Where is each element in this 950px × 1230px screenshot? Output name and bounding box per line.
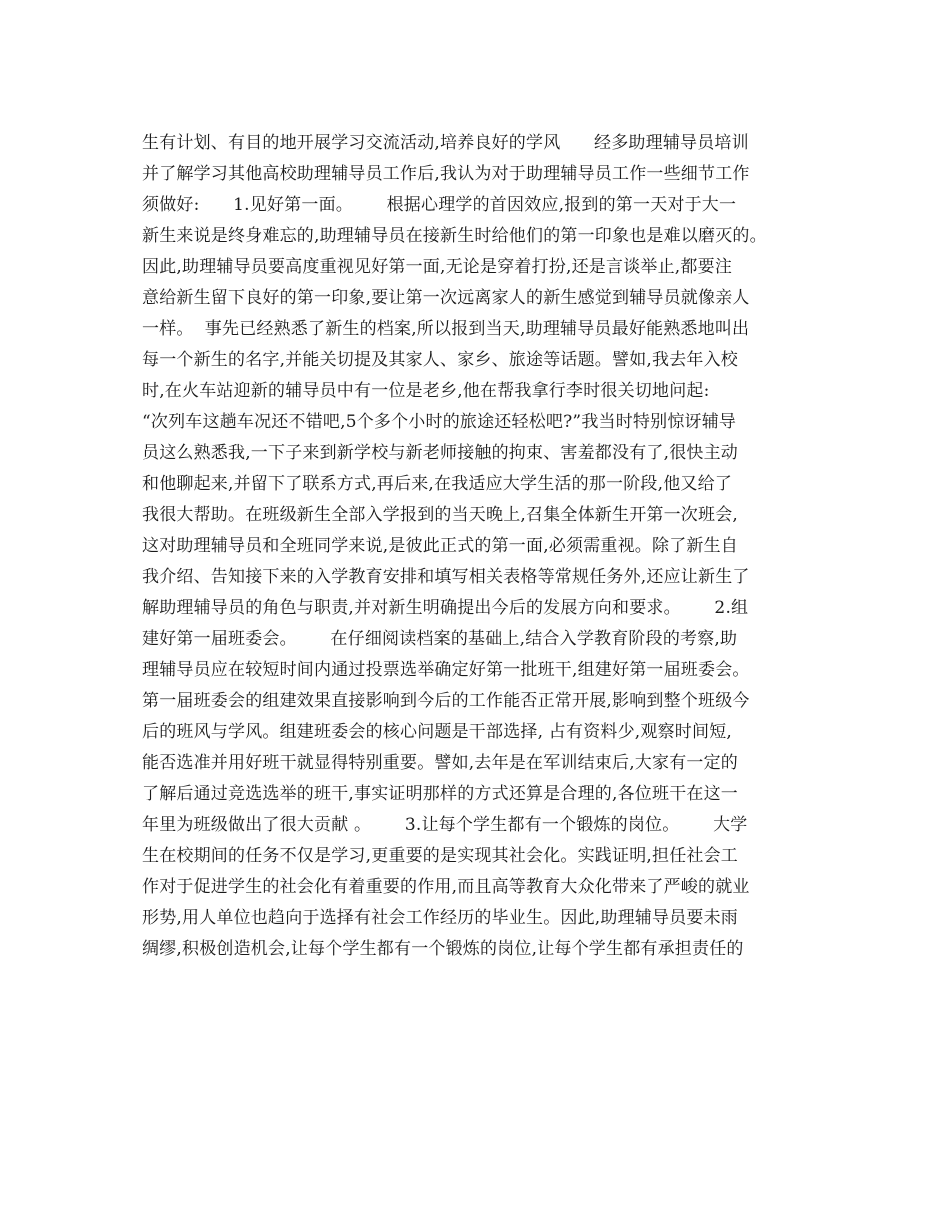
text-line: 因此,助理辅导员要高度重视见好第一面,无论是穿着打扮,还是言谈举止,都要注 (142, 257, 733, 277)
text-line: 和他聊起来,并留下了联系方式,再后来,在我适应大学生活的那一阶段,他又给了 (142, 474, 733, 494)
body-text (142, 128, 822, 965)
text-line: 第一届班委会的组建效果直接影响到今后的工作能否正常开展,影响到整个班级今 (142, 691, 750, 711)
text-line: 形势,用人单位也趋向于选择有社会工作经历的毕业生。因此,助理辅导员要未雨 (142, 908, 739, 928)
text-line: 须做好: 1.见好第一面。 根据心理学的首因效应,报到的第一天对于大一 (142, 195, 737, 215)
text-line: 每一个新生的名字,并能关切提及其家人、家乡、旅途等话题。譬如,我去年入校 (142, 350, 739, 370)
text-line: 绸缪,积极创造机会,让每个学生都有一个锻炼的岗位,让每个学生都有承担责任的 (142, 939, 744, 959)
text-line: 时,在火车站迎新的辅导员中有一位是老乡,他在帮我拿行李时很关切地问起: (142, 381, 710, 401)
text-line: 理辅导员应在较短时间内通过投票选举确定好第一批班干,组建好第一届班委会。 (142, 660, 750, 680)
text-line: 一样。 事先已经熟悉了新生的档案,所以报到当天,助理辅导员最好能熟悉地叫出 (142, 319, 750, 339)
text-line: 我介绍、告知接下来的入学教育安排和填写相关表格等常规任务外,还应让新生了 (142, 567, 750, 587)
text-line: 建好第一届班委会。 在仔细阅读档案的基础上,结合入学教育阶段的考察,助 (142, 629, 738, 649)
text-line: 作对于促进学生的社会化有着重要的作用,而且高等教育大众化带来了严峻的就业 (142, 877, 750, 897)
text-line: 并了解学习其他高校助理辅导员工作后,我认为对于助理辅导员工作一些细节工作 (142, 164, 750, 184)
text-line: 意给新生留下良好的第一印象,要让第一次远离家人的新生感觉到辅导员就像亲人 (142, 288, 750, 308)
text-line: 我很大帮助。在班级新生全部入学报到的当天晚上,召集全体新生开第一次班会, (142, 505, 739, 525)
text-line: 新生来说是终身难忘的,助理辅导员在接新生时给他们的第一印象也是难以磨灭的。 (142, 226, 767, 246)
text-line: “次列车这趟车况还不错吧,5个多个小时的旅途还轻松吧?”我当时特别惊讶辅导 (142, 412, 737, 432)
text-line: 能否选准并用好班干就显得特别重要。譬如,去年是在军训结束后,大家有一定的 (142, 753, 739, 773)
text-line: 生有计划、有目的地开展学习交流活动,培养良好的学风 经多助理辅导员培训 (142, 133, 749, 153)
text-line: 员这么熟悉我,一下子来到新学校与新老师接触的拘束、害羞都没有了,很快主动 (142, 443, 739, 463)
text-line: 了解后通过竞选选举的班干,事实证明那样的方式还算是合理的,各位班干在这一 (142, 784, 739, 804)
text-line: 这对助理辅导员和全班同学来说,是彼此正式的第一面,必须需重视。除了新生自 (142, 536, 739, 556)
text-line: 年里为班级做出了很大贡献 。 3.让每个学生都有一个锻炼的岗位。 大学 (142, 815, 748, 835)
text-line: 解助理辅导员的角色与职责,并对新生明确提出今后的发展方向和要求。 2.组 (142, 598, 749, 618)
text-line: 后的班风与学风。组建班委会的核心问题是干部选择, 占有资料少,观察时间短, (142, 722, 733, 742)
text-line: 生在校期间的任务不仅是学习,更重要的是实现其社会化。实践证明,担任社会工 (142, 846, 739, 866)
